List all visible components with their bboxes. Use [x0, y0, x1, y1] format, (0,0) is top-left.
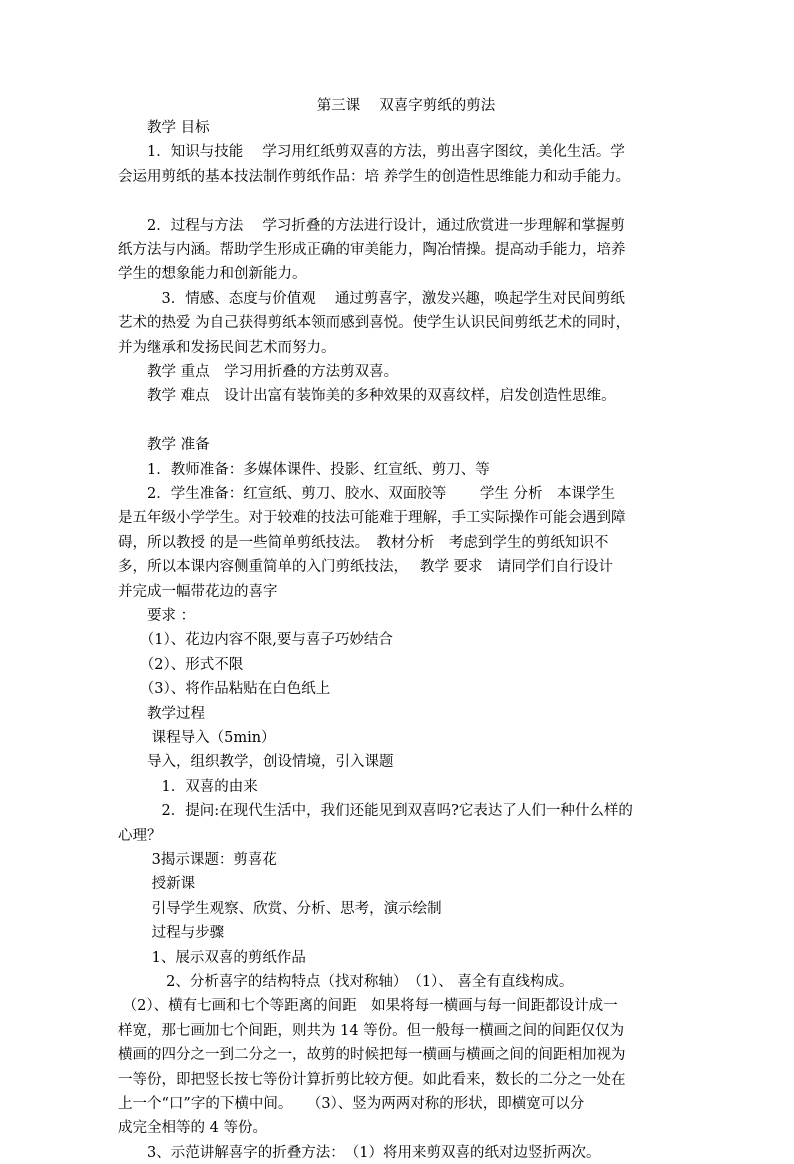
- text-line: （2）、形式不限: [118, 656, 244, 673]
- text-line: 要求 ：: [118, 608, 196, 624]
- text-line: 是五年级小学学生。对于较难的技法可能难于理解，手工实际操作可能会遇到障: [118, 510, 626, 527]
- text-line: （2）、横有七画和七个等距离的间距 如果将每一横画与每一间距都设计成一: [118, 998, 618, 1015]
- text-line: 导入，组织教学，创设情境，引入课题: [118, 754, 394, 771]
- text-line: 纸方法与内涵。帮助学生形成正确的审美能力，陶冶情操。提高动手能力，培养: [118, 242, 626, 258]
- text-line: 会运用剪纸的基本技法制作剪纸作品：培 养学生的创造性思维能力和动手能力。: [118, 168, 631, 185]
- text-line: 成完全相等的 4 等份。: [118, 1120, 267, 1137]
- text-line: 样宽，那七画加七个间距，则共为 14 等份。但一般每一横画之间的间距仅仅为: [118, 1022, 625, 1039]
- text-line: 授新课: [118, 876, 196, 893]
- text-line: 1、展示双喜的剪纸作品: [118, 949, 306, 966]
- text-line: 过程与步骤: [118, 925, 225, 942]
- text-line: 1．双喜的由来: [118, 778, 258, 795]
- text-line: 1．教师准备：多媒体课件、投影、红宣纸、剪刀、等: [118, 461, 490, 478]
- text-line: 3、示范讲解喜字的折叠方法： （1）将用来剪双喜的纸对边竖折两次。: [118, 1144, 601, 1161]
- text-line: 教学过程: [118, 705, 205, 722]
- text-line: 并完成一幅带花边的喜字: [118, 583, 278, 600]
- text-line: 2．学生准备：红宣纸、剪刀、胶水、双面胶等 学生 分析 本课学生: [118, 486, 615, 502]
- text-line: [118, 410, 678, 432]
- text-line: 教学 准备: [118, 437, 210, 454]
- document-title: 第三课 双喜字剪纸的剪法: [316, 98, 496, 114]
- text-line: 横画的四分之一到二分之一，故剪的时候把每一横画与横画之间的间距相加视为: [118, 1047, 626, 1064]
- text-line: 2．过程与方法 学习折叠的方法进行设计，通过欣赏进一步理解和掌握剪: [118, 217, 625, 234]
- text-line: 碍，所以教授 的是一些简单剪纸技法。 教材分析 考虑到学生的剪纸知识不: [118, 534, 609, 551]
- text-line: 2．提问:在现代生活中，我们还能见到双喜吗?它表达了人们一种什么样的: [118, 803, 633, 820]
- text-line: 1．知识与技能 学习用红纸剪双喜的方法，剪出喜字图纹，美化生活。学: [118, 144, 625, 161]
- text-line: 上一个“口”字的下横中间。 （3）、竖为两两对称的形状，即横宽可以分: [118, 1096, 585, 1112]
- text-line: （1）、花边内容不限,要与喜子巧妙结合: [118, 632, 393, 649]
- text-line: （3）、将作品粘贴在白色纸上: [118, 681, 331, 698]
- text-line: 多，所以本课内容侧重简单的入门剪纸技法， 教学 要求 请同学们自行设计: [118, 559, 613, 576]
- text-line: 教学 重点 学习用折叠的方法剪双喜。: [118, 364, 399, 380]
- text-line: 教学 目标: [118, 120, 210, 136]
- text-line: 3揭示课题：剪喜花: [118, 852, 277, 868]
- text-line: 艺术的热爱 为自己获得剪纸本领而感到喜悦。使学生认识民间剪纸艺术的同时，: [118, 315, 631, 332]
- text-line: 引导学生观察、欣赏、分析、思考，演示绘制: [118, 900, 442, 917]
- text-line: 3．情感、态度与价值观 通过剪喜字，激发兴趣，唤起学生对民间剪纸: [118, 290, 625, 307]
- text-line: 教学 难点 设计出富有装饰美的多种效果的双喜纹样，启发创造性思维。: [118, 388, 616, 405]
- text-line: 心理？: [118, 827, 162, 844]
- text-line: [118, 190, 678, 212]
- text-line: 并为继承和发扬民间艺术而努力。: [118, 339, 336, 356]
- text-line: 一等份，即把竖长按七等份计算折剪比较方便。如此看来，数长的二分之一处在: [118, 1071, 626, 1088]
- text-line: 课程导入（5min）: [118, 730, 276, 746]
- text-line: 2、分析喜字的结构特点（找对称轴） （1）、 喜全有直线构成。: [118, 974, 574, 990]
- text-line: 学生的想象能力和创新能力。: [118, 266, 307, 283]
